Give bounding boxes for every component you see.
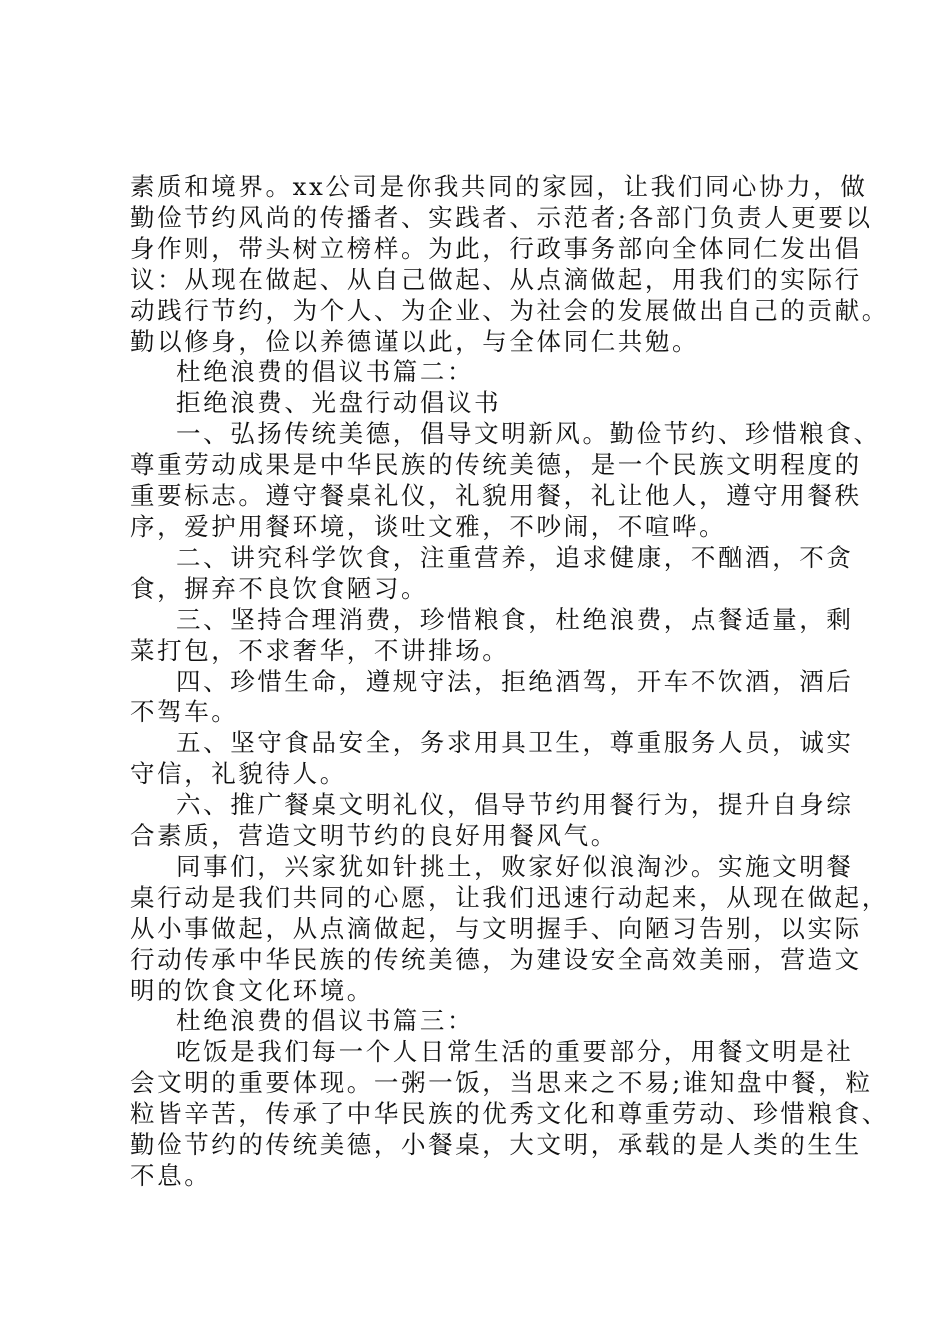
paragraph-start: 吃饭是我们每一个人日常生活的重要部分，用餐文明是社	[176, 1037, 854, 1067]
text-line: 议：从现在做起、从自己做起、从点滴做起，用我们的实际行	[130, 264, 862, 294]
paragraph-start: 同事们，兴家犹如针挑土，败家好似浪淘沙。实施文明餐	[176, 851, 854, 881]
paragraph-start: 一、弘扬传统美德，倡导文明新风。勤俭节约、珍惜粮食、	[176, 419, 881, 449]
text-line: 勤俭节约风尚的传播者、实践者、示范者;各部门负责人更要以	[130, 202, 873, 232]
paragraph-start: 六、推广餐桌文明礼仪，倡导节约用餐行为，提升自身综	[176, 790, 854, 820]
text-line: 不驾车。	[130, 697, 239, 727]
text-line: 食，摒弃不良饮食陋习。	[130, 573, 429, 603]
text-line: 尊重劳动成果是中华民族的传统美德，是一个民族文明程度的	[130, 450, 862, 480]
text-line: 勤俭节约的传统美德，小餐桌，大文明，承载的是人类的生生	[130, 1130, 862, 1160]
text-line: 明的饮食文化环境。	[130, 975, 374, 1005]
text-line: 粒皆辛苦，传承了中华民族的优秀文化和尊重劳动、珍惜粮食、	[130, 1099, 889, 1129]
text-line: 勤以修身，俭以养德谨以此，与全体同仁共勉。	[130, 326, 700, 356]
section-heading: 杜绝浪费的倡议书篇三：	[176, 1006, 475, 1036]
paragraph-start: 二、讲究科学饮食，注重营养，追求健康，不酗酒，不贪	[176, 542, 854, 572]
text-line: 序，爱护用餐环境，谈吐文雅，不吵闹，不喧哗。	[130, 511, 727, 541]
text-line: 会文明的重要体现。一粥一饭，当思来之不易;谁知盘中餐，粒	[130, 1068, 873, 1098]
text-line: 桌行动是我们共同的心愿，让我们迅速行动起来，从现在做起，	[130, 882, 889, 912]
paragraph-start: 三、坚持合理消费，珍惜粮食，杜绝浪费，点餐适量，剩	[176, 604, 854, 634]
text-line: 不息。	[130, 1161, 212, 1190]
text-line: 从小事做起，从点滴做起，与文明握手、向陋习告别，以实际	[130, 913, 862, 943]
section-heading: 杜绝浪费的倡议书篇二：	[176, 357, 475, 387]
text-line: 身作则，带头树立榜样。为此，行政事务部向全体同仁发出倡	[130, 233, 862, 263]
document-body	[130, 172, 889, 1192]
paragraph-start: 五、坚守食品安全，务求用具卫生，尊重服务人员，诚实	[176, 728, 854, 758]
text-line: 合素质，营造文明节约的良好用餐风气。	[130, 821, 618, 851]
text-line: 重要标志。遵守餐桌礼仪，礼貌用餐，礼让他人，遵守用餐秩	[130, 481, 862, 511]
text-line: 素质和境界。xx公司是你我共同的家园，让我们同心协力，做	[130, 172, 868, 201]
text-line: 行动传承中华民族的传统美德，为建设安全高效美丽，营造文	[130, 944, 862, 974]
text-line: 守信，礼貌待人。	[130, 759, 347, 789]
paragraph-start: 四、珍惜生命，遵规守法，拒绝酒驾，开车不饮酒，酒后	[176, 666, 854, 696]
text-line: 动践行节约，为个人、为企业、为社会的发展做出自己的贡献。	[130, 295, 889, 325]
text-line: 菜打包，不求奢华，不讲排场。	[130, 635, 510, 665]
document-title: 拒绝浪费、光盘行动倡议书	[176, 388, 502, 418]
